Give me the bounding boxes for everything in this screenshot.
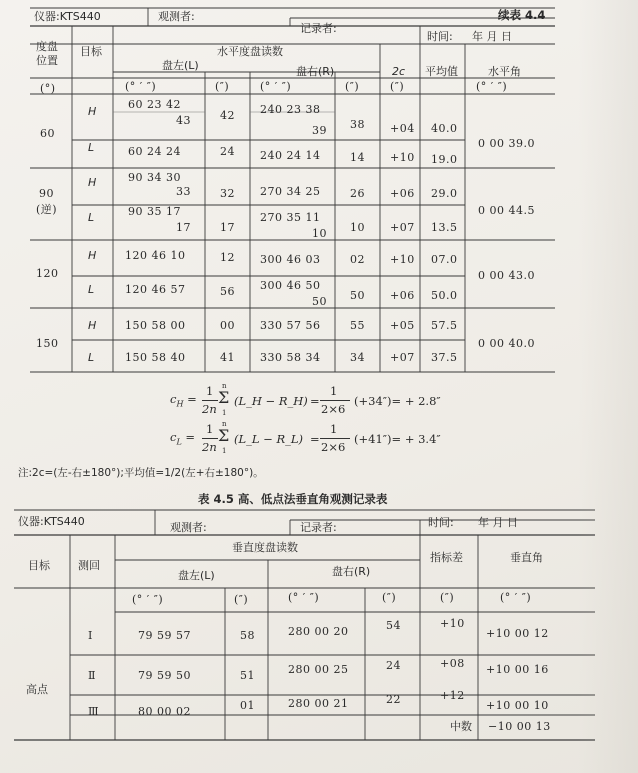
t1-r5-avg: 50.0 — [431, 289, 458, 302]
t1-r3-r-extra: 10 — [312, 227, 327, 240]
t1-r6-l-dms: 150 58 00 — [125, 319, 186, 332]
t1-r6-l-sec: 00 — [220, 319, 235, 332]
t2-col-vangle: 垂直角 — [510, 551, 543, 564]
t1-r3-l-extra: 17 — [176, 221, 191, 234]
t1-col-2c: 2c — [392, 65, 406, 78]
t1-r7-l-sec: 41 — [220, 351, 235, 364]
t1-col-right: 盘右(R) — [296, 65, 335, 78]
formula-cH-sigma: Σ — [218, 388, 230, 407]
t2-time: 时间: — [428, 516, 454, 529]
t1-r3-avg: 13.5 — [431, 221, 458, 234]
t2-r1-l-dms: 79 59 50 — [138, 669, 191, 682]
t2-col-right: 盘右(R) — [332, 565, 371, 578]
t1-r4-2c: +10 — [390, 253, 415, 266]
t1-r3-r-dms: 270 35 11 — [260, 211, 321, 224]
t1-r2-target: H — [88, 176, 97, 189]
t1-r7-target: L — [88, 351, 95, 364]
t1-r7-r-sec: 34 — [350, 351, 365, 364]
t1-r7-avg: 37.5 — [431, 351, 458, 364]
t2-r1-vangle: +10 00 16 — [486, 663, 549, 676]
t1-continued-title: 续表 4.4 — [498, 8, 546, 22]
t1-r5-r-extra: 50 — [312, 295, 327, 308]
t1-r1-l-dms: 60 24 24 — [128, 145, 181, 158]
t2-r2-l-dms: 80 00 02 — [138, 705, 191, 718]
t1-r0-2c: +04 — [390, 122, 415, 135]
formula-cL-2n: 2n — [202, 440, 217, 454]
t1-r7-r-dms: 330 58 34 — [260, 351, 321, 364]
t1-col-avg: 平均值 — [425, 65, 458, 78]
t1-unit-right-dms: (° ′ ″) — [260, 80, 292, 93]
t1-r7-l-dms: 150 58 40 — [125, 351, 186, 364]
t2-col-vreading: 垂直度盘读数 — [232, 541, 298, 554]
formula-cL-sum-top: n — [222, 420, 227, 428]
t1-hangle-60: 0 00 39.0 — [478, 137, 535, 150]
t2-r1-r-sec: 24 — [386, 659, 401, 672]
t1-pos-60: 60 — [40, 127, 55, 140]
t2-recorder: 记录者: — [300, 521, 337, 534]
t2-r0-l-dms: 79 59 57 — [138, 629, 191, 642]
t1-r6-r-dms: 330 57 56 — [260, 319, 321, 332]
t2-title: 表 4.5 高、低点法垂直角观测记录表 — [198, 492, 388, 506]
t1-r2-r-dms: 270 34 25 — [260, 185, 321, 198]
t2-median-value: −10 00 13 — [488, 720, 551, 733]
t1-r0-r-sec: 38 — [350, 118, 365, 131]
formula-cL-one2: 1 — [330, 422, 338, 436]
t1-r1-2c: +10 — [390, 151, 415, 164]
formula-cL-sigma: Σ — [218, 426, 230, 445]
t1-r2-avg: 29.0 — [431, 187, 458, 200]
t2-r2-vangle: +10 00 10 — [486, 699, 549, 712]
t2-r0-idx: +10 — [440, 617, 465, 630]
t1-pos-90: 90 (逆) — [36, 187, 58, 216]
t1-r4-l-dms: 120 46 10 — [125, 249, 186, 262]
formula-cH-sum-bot: 1 — [222, 409, 227, 417]
t1-hangle-90: 0 00 44.5 — [478, 204, 535, 217]
t2-r2-idx: +12 — [440, 689, 465, 702]
t1-col-target: 目标 — [80, 45, 102, 58]
t1-r0-r-extra: 39 — [312, 124, 327, 137]
t1-r0-r-dms: 240 23 38 — [260, 103, 321, 116]
t2-r2-r-dms: 280 00 21 — [288, 697, 349, 710]
t1-r0-l-dms: 60 23 42 — [128, 98, 181, 111]
t2-r1-r-dms: 280 00 25 — [288, 663, 349, 676]
t2-r2-l-sec: 01 — [240, 699, 255, 712]
t1-r1-target: L — [88, 141, 95, 154]
formula-cH-sum: (L_H − R_H) — [234, 394, 308, 408]
t1-r0-target: H — [88, 105, 97, 118]
t1-r6-avg: 57.5 — [431, 319, 458, 332]
t2-r0-r-dms: 280 00 20 — [288, 625, 349, 638]
t1-recorder: 记录者: — [300, 22, 337, 35]
t1-pos-120: 120 — [36, 267, 59, 280]
t2-observer: 观测者: — [170, 521, 207, 534]
t1-r4-target: H — [88, 249, 97, 262]
t1-r5-r-sec: 50 — [350, 289, 365, 302]
t1-pos-150: 150 — [36, 337, 59, 350]
t1-r1-avg: 19.0 — [431, 153, 458, 166]
t1-r5-l-sec: 56 — [220, 285, 235, 298]
t1-r2-l-extra: 33 — [176, 185, 191, 198]
t2-unit-right-sec: (″) — [382, 591, 397, 604]
t1-time: 时间: — [427, 30, 453, 43]
t2-r0-vangle: +10 00 12 — [486, 627, 549, 640]
t1-hangle-150: 0 00 40.0 — [478, 337, 535, 350]
t1-r1-l-sec: 24 — [220, 145, 235, 158]
formula-cL-one: 1 — [206, 422, 214, 436]
formula-cL-result: (+41″)= + 3.4″ — [354, 432, 441, 446]
t1-col-hangle: 水平角 — [488, 65, 521, 78]
t1-r0-l-sec: 42 — [220, 109, 235, 122]
t1-r2-l-dms: 90 34 30 — [128, 171, 181, 184]
t2-r1-round: Ⅱ — [88, 669, 96, 682]
t1-unit-right-sec: (″) — [345, 80, 360, 93]
formula-cL-sum: (L_L − R_L) — [234, 432, 303, 446]
t1-r7-2c: +07 — [390, 351, 415, 364]
t1-r3-2c: +07 — [390, 221, 415, 234]
t2-ymd: 年 月 日 — [478, 516, 518, 529]
t2-col-round: 测回 — [78, 559, 100, 572]
t1-r6-r-sec: 55 — [350, 319, 365, 332]
t2-r0-l-sec: 58 — [240, 629, 255, 642]
t1-r0-l-extra: 43 — [176, 114, 191, 127]
t1-unit-deg: (°) — [40, 82, 56, 95]
formula-cL-sum-bot: 1 — [222, 447, 227, 455]
t1-unit-left-dms: (° ′ ″) — [125, 80, 157, 93]
t1-r5-2c: +06 — [390, 289, 415, 302]
t1-r5-target: L — [88, 283, 95, 296]
t2-target-high: 高点 — [26, 683, 48, 696]
t2-unit-left-dms: (° ′ ″) — [132, 593, 164, 606]
t1-col-left: 盘左(L) — [162, 59, 199, 72]
t1-unit-2c: (″) — [390, 80, 405, 93]
page-edge-shadow — [578, 0, 638, 773]
formula-cH-one2: 1 — [330, 384, 338, 398]
t1-col-degree-pos: 度盘 位置 — [36, 40, 58, 67]
book-page: 仪器:KTS440 观测者: 记录者: 续表 4.4 时间: 年 月 日 度盘 位置 目标 水平度盘读数 盘左(L) 盘右(R) 2c 平均值 水平角 (°) (° ′ ″) (″) (° ′ ″) (″) (″) (° ′ ″) 60 90 (逆) 120 150 H 60 23 42 43 42 240 23 38 39 38 +04 40.0 L 60 24 24 24 240 24 14 14 +10 19.0 H 90 34 30 33 32 270 34 25 26 +06 29.0 L 90 35 17 17 17 270 35 11 10 10 +07 13.5 H 120 46 10 12 300 46 03 02 +10 07.0 L 120 46 57 56 300 46 50 50 50 +06 50.0 H 150 58 00 00 330 57 56 55 +05 57.5 L 150 58 40 41 330 58 34 34 +07 37.5 0 00 39.0 0 00 44.5 0 00 43.0 0 00 40.0 $c_H$ = 1 2n n Σ 1 (L_H − R_H) = 1 2×6 (+34″)= + 2.8″ $c_L$ = 1 2n n Σ 1 (L_L − R_L) = 1 2×6 (+41″)= + 3.4″ 注:2c=(左-右±180°);平均值=1/2(左+右±180°)。 表 4.5 高、低点法垂直角观测记录表 仪器:KTS440 观测者: 记录者: 时间: 年 月 日 目标 测回 垂直度盘读数 盘左(L) 盘右(R) 指标差 垂直角 (° ′ ″) (″) (° ′ ″) (″) (″) (° ′ ″) 高点 Ⅰ 79 59 57 58 280 00 20 54 +10 +10 00 12 Ⅱ 79 59 50 51 280 00 25 24 +08 +10 00 16 Ⅲ 80 00 02 01 280 00 21 22 +12 +10 00 10 中数 −10 00 13 — [0, 0, 638, 773]
t1-r2-r-sec: 26 — [350, 187, 365, 200]
t1-unit-left-sec: (″) — [215, 80, 230, 93]
table-note: 注:2c=(左-右±180°);平均值=1/2(左+右±180°)。 — [18, 467, 264, 479]
t1-r3-l-sec: 17 — [220, 221, 235, 234]
t1-hangle-120: 0 00 43.0 — [478, 269, 535, 282]
t2-r0-round: Ⅰ — [88, 629, 93, 642]
formula-cH-one: 1 — [206, 384, 214, 398]
t2-r2-r-sec: 22 — [386, 693, 401, 706]
t1-r4-l-sec: 12 — [220, 251, 235, 264]
t2-r1-idx: +08 — [440, 657, 465, 670]
t1-r3-l-dms: 90 35 17 — [128, 205, 181, 218]
t1-col-hreading: 水平度盘读数 — [217, 45, 283, 58]
t1-r1-r-dms: 240 24 14 — [260, 149, 321, 162]
t1-r4-r-sec: 02 — [350, 253, 365, 266]
t2-r1-l-sec: 51 — [240, 669, 255, 682]
t1-r4-r-dms: 300 46 03 — [260, 253, 321, 266]
formula-cH-2n: 2n — [202, 402, 217, 416]
t2-unit-vangle: (° ′ ″) — [500, 591, 532, 604]
t1-r3-r-sec: 10 — [350, 221, 365, 234]
t2-unit-left-sec: (″) — [234, 593, 249, 606]
formula-cH-sum-top: n — [222, 382, 227, 390]
t2-col-left: 盘左(L) — [178, 569, 215, 582]
t1-r2-l-sec: 32 — [220, 187, 235, 200]
t2-unit-index: (″) — [440, 591, 455, 604]
t1-r2-2c: +06 — [390, 187, 415, 200]
t2-col-target: 目标 — [28, 559, 50, 572]
t1-r4-avg: 07.0 — [431, 253, 458, 266]
t2-col-index: 指标差 — [430, 551, 463, 564]
t1-unit-hangle: (° ′ ″) — [476, 80, 508, 93]
t1-r1-r-sec: 14 — [350, 151, 365, 164]
formula-cL-2x6: 2×6 — [321, 440, 346, 454]
formula-cH-2x6: 2×6 — [321, 402, 346, 416]
t1-instrument: 仪器:KTS440 — [34, 10, 101, 23]
t2-r2-round: Ⅲ — [88, 705, 100, 718]
t1-r5-r-dms: 300 46 50 — [260, 279, 321, 292]
t2-r0-r-sec: 54 — [386, 619, 401, 632]
t2-median-label: 中数 — [450, 720, 472, 733]
t1-ymd: 年 月 日 — [472, 30, 512, 43]
t1-observer: 观测者: — [158, 10, 195, 23]
t1-r0-avg: 40.0 — [431, 122, 458, 135]
t1-r3-target: L — [88, 211, 95, 224]
t1-r5-l-dms: 120 46 57 — [125, 283, 186, 296]
t2-unit-right-dms: (° ′ ″) — [288, 591, 320, 604]
t1-r6-2c: +05 — [390, 319, 415, 332]
t1-r6-target: H — [88, 319, 97, 332]
t2-instrument: 仪器:KTS440 — [18, 515, 85, 528]
formula-cH-result: (+34″)= + 2.8″ — [354, 394, 441, 408]
